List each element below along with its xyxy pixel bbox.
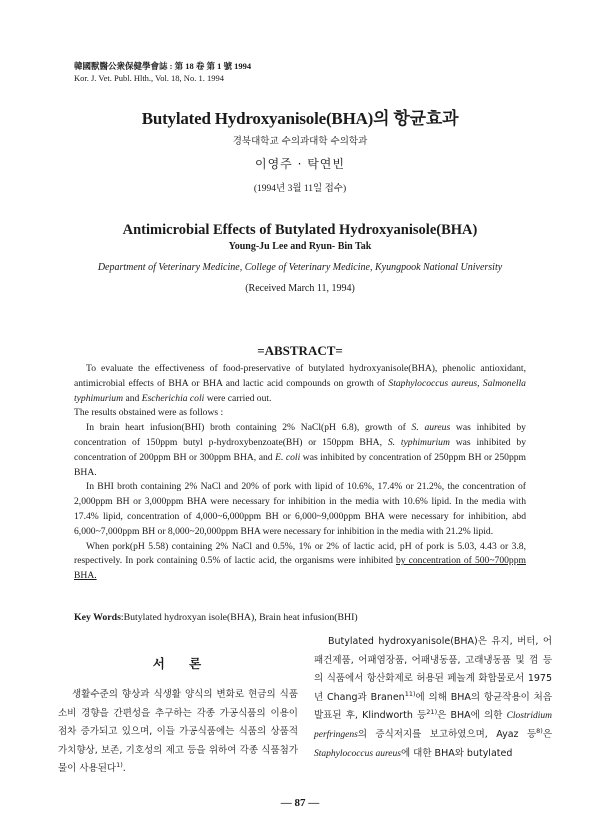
section-heading-introduction: 서 론 — [152, 656, 212, 671]
organism-name: S. aureus — [411, 422, 451, 434]
intro-right-column — [314, 633, 552, 763]
underlined-text: by concentration of 500~700ppm BHA. — [74, 555, 526, 582]
page-number: — 87 — — [280, 797, 320, 809]
journal-title-en: Kor. J. Vet. Publ. Hlth., Vol. 18, No. 1. 1994 — [74, 73, 224, 83]
title-ko: Butylated Hydroxyanisole(BHA)의 항균효과 — [141, 109, 459, 128]
abstract-heading: =ABSTRACT= — [257, 343, 343, 358]
organism-name: S. typhimurium — [387, 436, 450, 448]
organism-name: Staphylococcus aureus — [314, 748, 401, 759]
title-en: Antimicrobial Effects of Butylated Hydroxyanisole(BHA) — [122, 222, 478, 238]
abstract-paragraph-1: To evaluate the effectiveness of food-preservative of butylated hydroxyanisole(BHA), phenolic antioxidant, antimicrobial effects of BHA or BHA and lactic acid compounds on growth of Staphylococcus aureus, Salmonella typhimurium and Escherichia coli were carried out. — [74, 363, 526, 404]
abstract-body — [74, 362, 526, 584]
abstract-paragraph-2: The results obstained were as follows : — [74, 407, 224, 419]
citation: 11) — [404, 689, 416, 698]
citation: 1) — [116, 761, 123, 770]
intro-paragraph: Butylated hydroxyanisole(BHA)은 유지, 버터, 어패건제품, 어패염장품, 어패냉동품, 고래냉동품 및 껌 등의 식품에서 항산화제로 허용된 페놀계 화합물로서 1975년 Chang과 Branen$^{11)}$에 의해 BHA의 항균작용이 처음 발표된 후, Klindworth 등$^{21)}$은 BHA에 의한 Clostridium perfringens의 증식저지를 보고하였으며, Ayaz 등$^{8)}$은 Staphylococcus aureus에 대한 BHA와 butylated — [314, 636, 552, 759]
organism-name: Escherichia coli — [141, 392, 205, 404]
keywords-text: :Butylated hydroxyan isole(BHA), Brain heat infusion(BHI) — [120, 612, 358, 623]
authors-ko: 이영주 · 탁연빈 — [255, 157, 345, 171]
intro-paragraph: 생활수준의 향상과 식생활 양식의 변화로 현금의 식품소비 경향을 간편성을 추구하는 각종 가공식품의 이용이 점차 증가되고 있으며, 이들 가공식품에는 식품의 상품적 가치향상, 보존, 기호성의 제고 등을 위하여 각종 식품첨가물이 사용된다$^{1)}$. — [58, 689, 298, 775]
received-date-ko: (1994년 3월 11일 접수) — [253, 184, 347, 194]
intro-left-column — [58, 686, 298, 779]
organism-name: Staphylococcus aureus, Salmonella typhimurium — [74, 377, 526, 404]
organism-name: E. coli — [275, 451, 301, 463]
abstract-paragraph-3: In brain heart infusion(BHI) broth containing 2% NaCl(pH 6.8), growth of S. aureus was inhibited by concentration of 150ppm butyl p-hydroxybenzoate(BH) or 150ppm BHA, S. typhimurium was inhibited by concentration of 200ppm BH or 300ppm BHA, and E. coli was inhibited by concentration of 250ppm BH or 250ppm BHA. — [74, 422, 526, 478]
department-en: Department of Veterinary Medicine, College of Veterinary Medicine, Kyungpook National University — [97, 262, 503, 273]
citation: 21) — [426, 708, 438, 717]
journal-header — [74, 60, 251, 84]
department-ko: 경북대학교 수의과대학 수의학과 — [232, 136, 368, 147]
authors-en: Young-Ju Lee and Ryun- Bin Tak — [228, 241, 372, 252]
keywords — [74, 611, 526, 625]
citation: 8) — [536, 726, 543, 735]
journal-title-ko: 韓國獸醫公衆保健學會誌 : 第 18 卷 第 1 號 1994 — [74, 61, 252, 71]
abstract-paragraph-4: In BHI broth containing 2% NaCl and 20% of pork with lipid of 10.6%, 17.4% or 21.2%, the concentration of 2,000ppm BH or 3,000ppm BHA were necessary for inhibition in the media with 10.6% lipid. In the media with 17.4% lipid, concentration of 4,000~6,000ppm BH or 6,000~9,000ppm BHA were necessary for inhibition, abd 6,000~7,000ppm BH or 8,000~20,000ppm BHA were necessary for inhibition in the media with 21.2% lipid. — [74, 481, 526, 537]
received-date-en: (Received March 11, 1994) — [245, 283, 355, 294]
abstract-paragraph-5: When pork(pH 5.58) containing 2% NaCl and 0.5%, 1% or 2% of lactic acid, pH of pork is 5.03, 4.43 or 3.8, respectively. In pork containing 0.5% of lactic acid, the organisms were inhibited by concentration of 500~700ppm BHA. — [74, 540, 526, 582]
keywords-label: Key Words — [74, 612, 121, 623]
organism-name: Clostridium perfringens — [314, 711, 552, 740]
